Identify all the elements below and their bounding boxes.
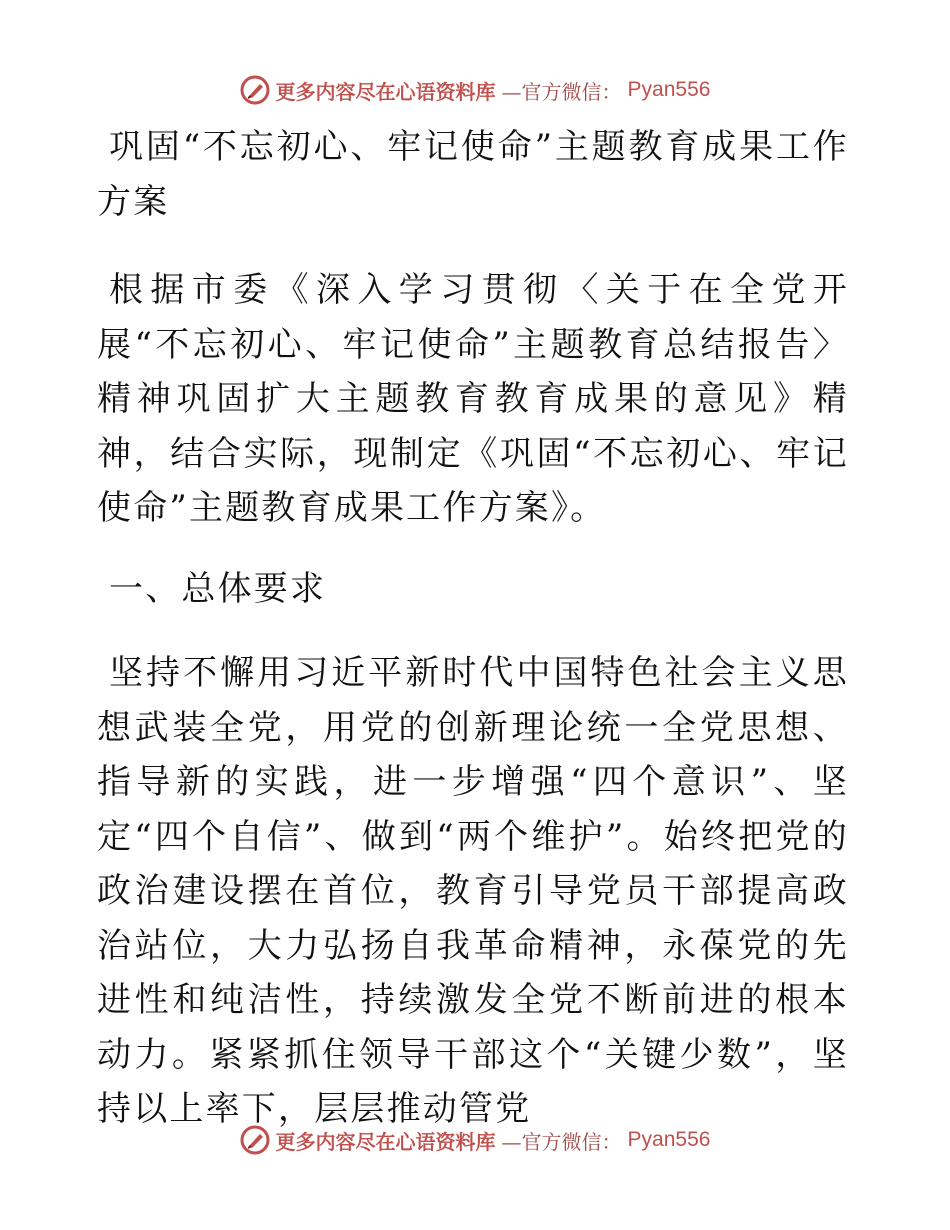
watermark-brand-text: 更多内容尽在心语资料库 xyxy=(275,1129,496,1154)
pen-logo-icon xyxy=(240,1125,270,1155)
section-body-paragraph: 坚持不懈用习近平新时代中国特色社会主义思想武装全党，用党的创新理论统一全党思想、指导新的实践，进一步增强“四个意识”、坚定“四个自信”、做到“两个维护”。始终把党的政治建设摆在首位，教育引导党员干部提高政治站位，大力弘扬自我革命精神，永葆党的先进性和纯洁性，持续激发全党不断前进的根本动力。紧紧抓住领导干部这个“关键少数”，坚持以上率下，层层推动管党 xyxy=(97,653,849,1129)
pen-logo-icon xyxy=(240,75,270,105)
watermark-wechat-label: —官方微信： xyxy=(501,79,622,104)
watermark-wechat-id: Pyan556 xyxy=(627,78,711,101)
watermark-brand-text: 更多内容尽在心语资料库 xyxy=(275,79,496,104)
watermark-banner-bottom xyxy=(0,1120,950,1160)
document-body xyxy=(97,120,849,1163)
watermark-wechat-label: —官方微信： xyxy=(501,1129,622,1154)
document-title: 巩固“不忘初心、牢记使命”主题教育成果工作方案 xyxy=(97,127,849,222)
intro-paragraph: 根据市委《深入学习贯彻〈关于在全党开展“不忘初心、牢记使命”主题教育总结报告〉精神巩固扩大主题教育教育成果的意见》精神，结合实际，现制定《巩固“不忘初心、牢记使命”主题教育成果工作方案》。 xyxy=(97,270,849,528)
section-heading: 一、总体要求 xyxy=(109,568,327,609)
watermark-banner-top xyxy=(0,70,950,110)
watermark-wechat-id: Pyan556 xyxy=(627,1128,711,1151)
